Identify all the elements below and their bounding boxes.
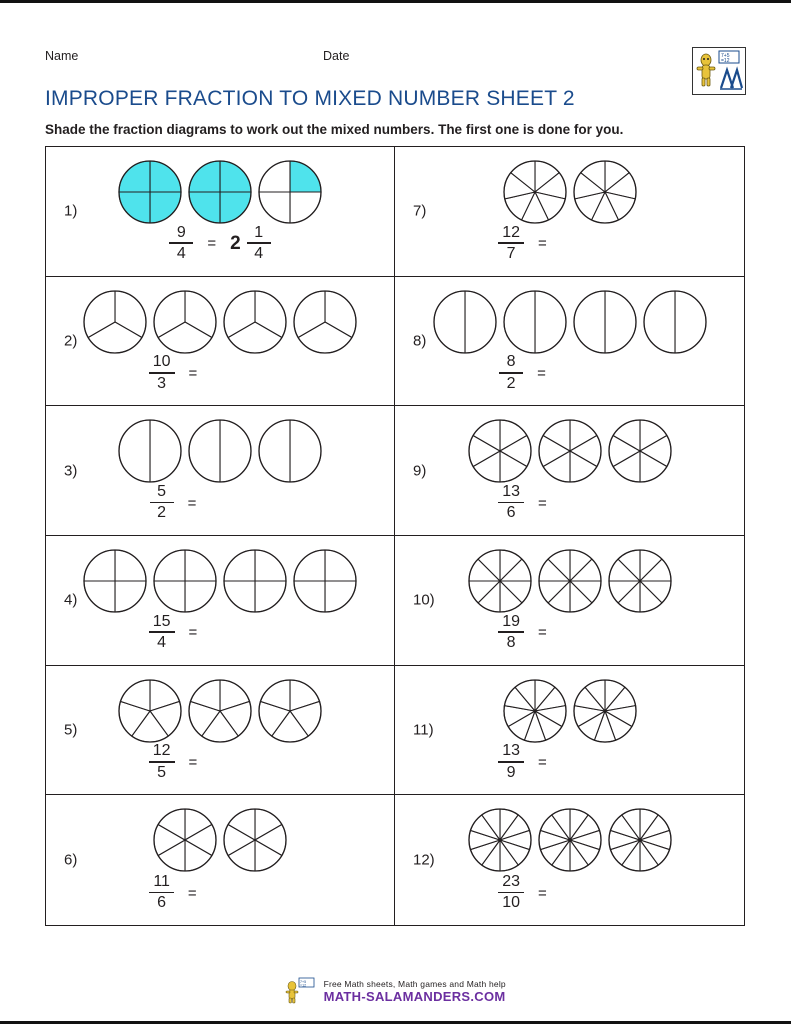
fraction-diagrams[interactable] xyxy=(46,414,394,488)
equals-sign: = xyxy=(538,753,547,771)
question-number: 5) xyxy=(64,721,78,739)
fraction xyxy=(498,225,524,263)
question-cell xyxy=(46,536,395,666)
fraction-circle[interactable] xyxy=(82,548,148,614)
fraction xyxy=(499,354,523,392)
question-cell xyxy=(395,277,744,407)
equals-sign: = xyxy=(188,753,198,771)
fraction-circle[interactable] xyxy=(117,678,183,744)
mixed-number-answer-blank[interactable] xyxy=(561,227,641,261)
fraction xyxy=(149,874,174,912)
question-cell xyxy=(395,795,744,925)
fraction xyxy=(498,614,524,652)
answer-denominator: 4 xyxy=(254,244,264,262)
fraction-circle[interactable] xyxy=(292,548,358,614)
question-cell xyxy=(46,406,395,536)
improper-numerator: 8 xyxy=(506,353,516,371)
question-cell xyxy=(46,147,395,277)
fraction-circle[interactable] xyxy=(607,807,673,873)
svg-text:7+5: 7+5 xyxy=(721,53,730,59)
fraction-circle[interactable] xyxy=(187,418,253,484)
svg-text:=12: =12 xyxy=(721,58,730,64)
equals-sign: = xyxy=(538,235,547,253)
svg-text:=12: =12 xyxy=(300,983,307,988)
svg-text:7+5: 7+5 xyxy=(300,980,307,984)
fraction xyxy=(149,354,175,392)
fraction xyxy=(498,743,524,781)
question-cell xyxy=(46,666,395,796)
fraction-circle[interactable] xyxy=(257,159,323,225)
fraction-circle[interactable] xyxy=(152,807,218,873)
fraction-diagrams[interactable] xyxy=(46,155,394,229)
fraction-circle[interactable] xyxy=(572,159,638,225)
fraction-circle[interactable] xyxy=(257,418,323,484)
mixed-number-answer-blank[interactable] xyxy=(561,486,641,520)
question-number: 12) xyxy=(413,851,435,869)
equals-sign: = xyxy=(188,624,198,642)
improper-denominator: 7 xyxy=(506,244,516,262)
fraction xyxy=(169,225,193,263)
math-salamanders-logo-icon xyxy=(692,47,746,95)
equation-line xyxy=(46,479,394,527)
improper-numerator: 13 xyxy=(502,482,521,500)
equals-sign: = xyxy=(187,494,197,512)
improper-denominator: 4 xyxy=(157,633,167,651)
mixed-number-answer-blank[interactable] xyxy=(561,876,641,910)
fraction-diagrams[interactable] xyxy=(395,285,744,359)
questions-grid xyxy=(45,146,745,926)
name-label: Name xyxy=(45,49,79,63)
fraction-circle[interactable] xyxy=(467,548,533,614)
answer-numerator: 1 xyxy=(254,223,264,241)
mixed-number-answer[interactable] xyxy=(230,225,271,263)
question-cell xyxy=(395,147,744,277)
mixed-number-answer-blank[interactable] xyxy=(211,616,291,650)
fraction-circle[interactable] xyxy=(222,289,288,355)
footer-brand: MATH-SALAMANDERS.COM xyxy=(323,988,506,1004)
equation-line xyxy=(395,738,744,786)
improper-denominator: 10 xyxy=(502,894,521,912)
mixed-number-answer-blank[interactable] xyxy=(211,745,291,779)
equals-sign: = xyxy=(538,624,547,642)
fraction-circle[interactable] xyxy=(222,548,288,614)
question-number: 7) xyxy=(413,202,427,220)
fraction-diagrams[interactable] xyxy=(395,155,744,229)
mixed-number-answer-blank[interactable] xyxy=(210,486,290,520)
equals-sign: = xyxy=(188,364,198,382)
fraction-diagrams[interactable] xyxy=(46,674,394,748)
improper-numerator: 15 xyxy=(152,612,171,630)
mixed-number-answer-blank[interactable] xyxy=(211,876,291,910)
fraction-circle[interactable] xyxy=(607,418,673,484)
mixed-number-answer-blank[interactable] xyxy=(211,356,291,390)
footer-logo-icon xyxy=(285,977,315,1005)
equation-line xyxy=(395,479,744,527)
fraction xyxy=(498,484,524,522)
question-cell xyxy=(46,277,395,407)
question-number: 3) xyxy=(64,462,78,480)
worksheet-header xyxy=(45,49,745,69)
question-number: 9) xyxy=(413,462,427,480)
fraction xyxy=(498,874,524,912)
fraction xyxy=(247,225,271,263)
question-number: 2) xyxy=(64,332,78,350)
fraction-circle[interactable] xyxy=(572,289,638,355)
fraction-circle[interactable] xyxy=(502,678,568,744)
improper-numerator: 9 xyxy=(176,223,186,241)
improper-numerator: 12 xyxy=(502,223,521,241)
equals-sign: = xyxy=(538,494,547,512)
improper-denominator: 4 xyxy=(176,244,186,262)
improper-numerator: 13 xyxy=(502,742,521,760)
footer xyxy=(0,977,791,1005)
fraction-circle[interactable] xyxy=(572,678,638,744)
improper-denominator: 2 xyxy=(157,504,167,522)
improper-denominator: 6 xyxy=(157,894,167,912)
improper-numerator: 19 xyxy=(502,612,521,630)
fraction-circle[interactable] xyxy=(152,548,218,614)
fraction-circle[interactable] xyxy=(257,678,323,744)
improper-numerator: 23 xyxy=(502,872,521,890)
improper-denominator: 9 xyxy=(506,763,516,781)
fraction-circle[interactable] xyxy=(642,289,708,355)
equals-sign: = xyxy=(537,364,546,382)
fraction-circle[interactable] xyxy=(432,289,498,355)
question-number: 8) xyxy=(413,332,427,350)
footer-text xyxy=(324,979,506,1004)
whole-number: 2 xyxy=(230,232,241,254)
equation-line xyxy=(46,738,394,786)
improper-denominator: 3 xyxy=(157,374,167,392)
question-number: 11) xyxy=(413,721,434,739)
fraction-circle[interactable] xyxy=(117,159,183,225)
fraction-circle[interactable] xyxy=(537,418,603,484)
improper-denominator: 6 xyxy=(506,504,516,522)
fraction-diagrams[interactable] xyxy=(395,414,744,488)
question-cell xyxy=(395,666,744,796)
improper-denominator: 8 xyxy=(506,633,516,651)
date-label: Date xyxy=(323,49,350,63)
fraction-circle[interactable] xyxy=(82,289,148,355)
equation-line xyxy=(46,609,394,657)
footer-tagline: Free Math sheets, Math games and Math help xyxy=(323,978,506,989)
equation-line xyxy=(46,349,394,397)
mixed-number-answer-blank[interactable] xyxy=(561,745,641,779)
equals-sign: = xyxy=(187,884,197,902)
fraction-circle[interactable] xyxy=(292,289,358,355)
fraction-circle[interactable] xyxy=(117,418,183,484)
question-number: 10) xyxy=(413,591,435,609)
equation-line xyxy=(395,220,744,268)
equation-line xyxy=(395,869,744,917)
question-number: 1) xyxy=(64,202,78,220)
equation-line xyxy=(46,869,394,917)
fraction-circle[interactable] xyxy=(607,548,673,614)
mixed-number-answer-blank[interactable] xyxy=(560,356,640,390)
improper-numerator: 11 xyxy=(153,872,170,890)
page-title: IMPROPER FRACTION TO MIXED NUMBER SHEET 2 xyxy=(45,87,575,110)
improper-denominator: 2 xyxy=(506,374,516,392)
question-cell xyxy=(395,406,744,536)
fraction-diagrams[interactable] xyxy=(46,285,394,359)
fraction-circle[interactable] xyxy=(187,159,253,225)
fraction-circle[interactable] xyxy=(502,289,568,355)
fraction-circle[interactable] xyxy=(152,289,218,355)
mixed-number-answer-blank[interactable] xyxy=(561,616,641,650)
equals-sign: = xyxy=(207,235,217,253)
fraction-circle[interactable] xyxy=(222,807,288,873)
fraction xyxy=(150,484,174,522)
fraction xyxy=(149,614,175,652)
fraction-diagrams[interactable] xyxy=(395,803,744,877)
fraction-circle[interactable] xyxy=(187,678,253,744)
question-number: 6) xyxy=(64,851,78,869)
fraction-circle[interactable] xyxy=(467,418,533,484)
question-number: 4) xyxy=(64,591,78,609)
fraction-circle[interactable] xyxy=(537,807,603,873)
equation-line xyxy=(395,609,744,657)
instructions: Shade the fraction diagrams to work out the mixed numbers. The first one is done for you. xyxy=(45,122,624,137)
fraction-diagrams[interactable] xyxy=(46,544,394,618)
improper-denominator: 5 xyxy=(157,763,167,781)
question-cell xyxy=(46,795,395,925)
fraction xyxy=(149,743,175,781)
fraction-circle[interactable] xyxy=(467,807,533,873)
equals-sign: = xyxy=(538,884,547,902)
fraction-diagrams[interactable] xyxy=(395,544,744,618)
improper-numerator: 5 xyxy=(157,482,167,500)
improper-numerator: 10 xyxy=(152,353,171,371)
question-cell xyxy=(395,536,744,666)
equation-line xyxy=(46,220,394,268)
fraction-circle[interactable] xyxy=(537,548,603,614)
equation-line xyxy=(395,349,744,397)
improper-numerator: 12 xyxy=(152,742,171,760)
fraction-diagrams[interactable] xyxy=(395,674,744,748)
fraction-circle[interactable] xyxy=(502,159,568,225)
fraction-diagrams[interactable] xyxy=(46,803,394,877)
